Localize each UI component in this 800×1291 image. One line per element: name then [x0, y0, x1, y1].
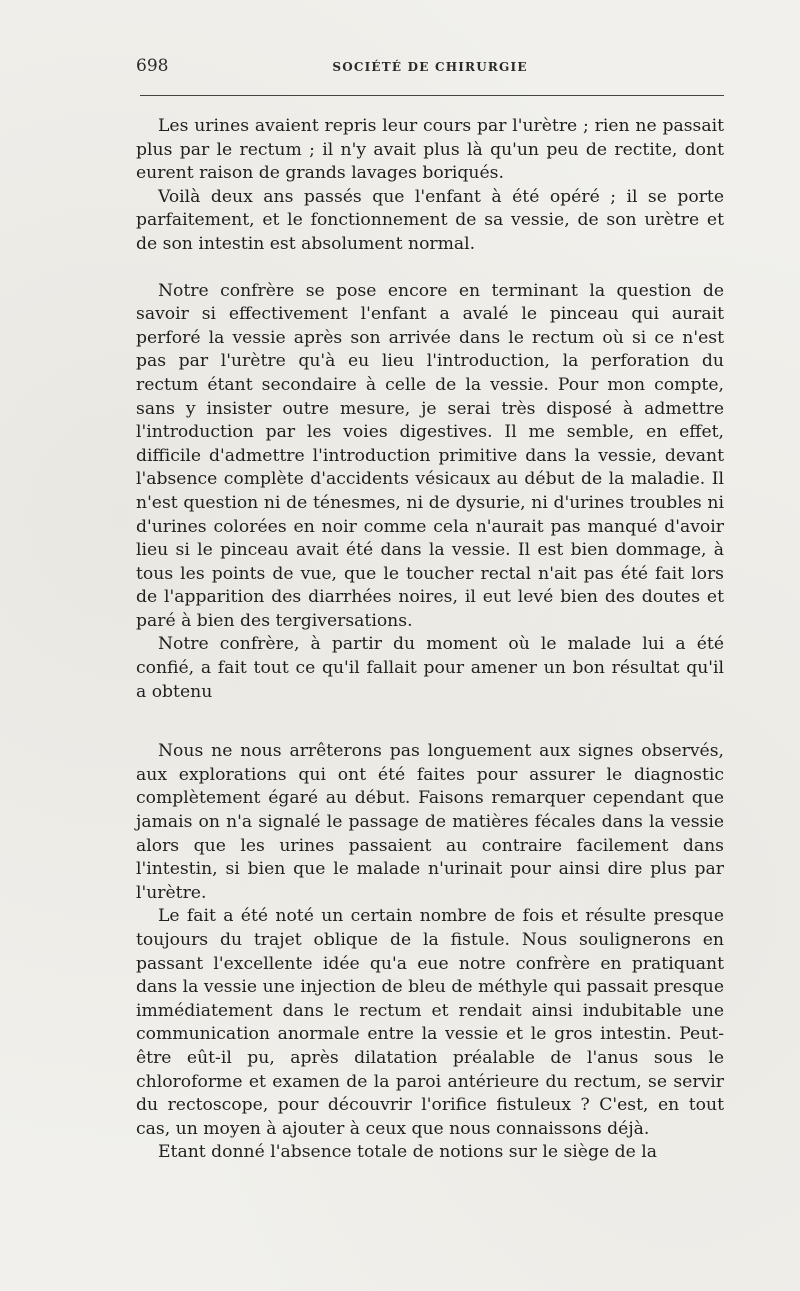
paragraph: Nous ne nous arrêterons pas longuement aux signes observés, aux explorations qui ont été faites pour assurer le diagnostic complètement égaré au début. Faisons remarquer cependant que jamais on n'a signalé le passage de matières fécales dans la vessie alors que les urines passaient au contraire facilement dans l'intestin, si bien que le malade n'urinait pour ainsi dire plus par l'urètre. — [136, 741, 724, 903]
paragraph: Notre confrère se pose encore en terminant la question de savoir si effectivement l'enfant a avalé le pinceau qui aurait perforé la vessie après son arrivée dans le rectum où si ce n'est pas par l'urètre qu'à eu lieu l'introduction, la perforation du rectum étant secondaire à celle de la vessie. Pour mon compte, sans y insister outre mesure, je serai très disposé à admettre l'introduction par les voies digestives. Il me semble, en effet, difficile d'admettre l'introduction primitive dans la vessie, devant l'absence complète d'accidents vésicaux au début de la maladie. Il n'est question ni de ténesmes, ni de dysurie, ni d'urines troubles ni d'urines colorées en noir comme cela n'aurait pas manqué d'avoir lieu si le pinceau avait été dans la vessie. Il est bien dommage, à tous les points de vue, que le toucher rectal n'ait pas été fait lors de l'apparition des diarrhées noires, il eut levé bien des doutes et paré à bien des tergiversations. — [136, 280, 724, 631]
paragraph: Etant donné l'absence totale de notions sur le siège de la — [158, 1142, 657, 1163]
page-number: 698 — [136, 56, 169, 76]
paragraph: Notre confrère, à partir du moment où le malade lui a été confié, a fait tout ce qu'il fallait pour amener un bon résultat qu'il a obtenu — [136, 634, 724, 702]
running-title: SOCIÉTÉ DE CHIRURGIE — [332, 60, 528, 74]
paragraph: Les urines avaient repris leur cours par l'urètre ; rien ne passait plus par le rectum ; il n'y avait plus là qu'un peu de rectite, dont eurent raison de grands lavages boriqués. — [136, 116, 724, 184]
body-text — [136, 115, 724, 1165]
running-head — [136, 56, 724, 80]
paragraph: Le fait a été noté un certain nombre de fois et résulte presque toujours du trajet oblique de la fistule. Nous soulignerons en passant l'excellente idée qu'a eue notre confrère en pratiquant dans la vessie une injection de bleu de méthyle qui passait presque immédiatement dans le rectum et rendait ainsi indubitable une communication anormale entre la vessie et le gros intestin. Peut-être eût-il pu, après dilatation préalable de l'anus sous le chloroforme et examen de la paroi antérieure du rectum, se servir du rectoscope, pour découvrir l'orifice fistuleux ? C'est, en tout cas, un moyen à ajouter à ceux que nous connaissons déjà. — [136, 906, 724, 1139]
header-rule — [140, 95, 724, 96]
section-break — [136, 704, 724, 740]
paragraph: Voilà deux ans passés que l'enfant à été opéré ; il se porte parfaitement, et le fonctionnement de sa vessie, de son urètre et de son intestin est absolument normal. — [136, 186, 724, 254]
section-break — [136, 257, 724, 280]
